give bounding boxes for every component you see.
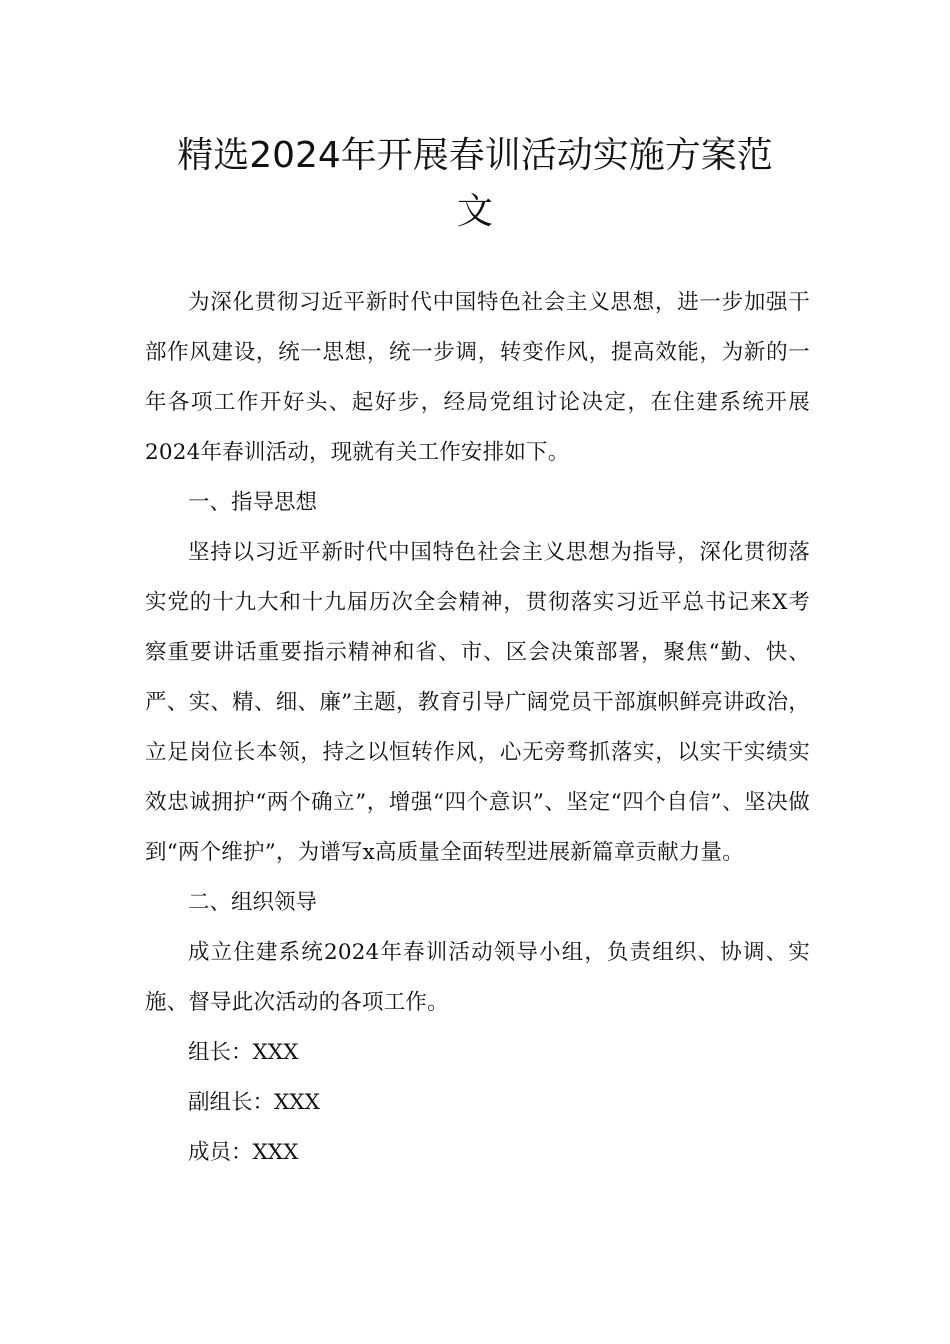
intro-paragraph: 为深化贯彻习近平新时代中国特色社会主义思想，进一步加强干部作风建设，统一思想，统一步调，转变作风，提高效能，为新的一年各项工作开好头、起好步，经局党组讨论决定，在住建系统开展2024年春训活动，现就有关工作安排如下。 bbox=[145, 290, 810, 465]
section-heading-organization: 二、组织领导 bbox=[188, 890, 318, 915]
title-line-1: 精选2024年开展春训活动实施方案范 bbox=[177, 135, 773, 176]
deputy-leader-line: 副组长：XXX bbox=[188, 1090, 320, 1115]
section-heading-guiding-ideology: 一、指导思想 bbox=[188, 490, 318, 515]
guiding-ideology-paragraph: 坚持以习近平新时代中国特色社会主义思想为指导，深化贯彻落实党的十九大和十九届历次全会精神，贯彻落实习近平总书记来X考察重要讲话重要指示精神和省、市、区会决策部署，聚焦“勤、快、严、实、精、细、廉”主题，教育引导广阔党员干部旗帜鲜亮讲政治，立足岗位长本领，持之以恒转作风，心无旁骛抓落实，以实干实绩实效忠诚拥护“两个确立”，增强“四个意识”、坚定“四个自信”、坚决做到“两个维护”，为谱写x高质量全面转型进展新篇章贡献力量。 bbox=[145, 540, 810, 865]
members-line: 成员：XXX bbox=[188, 1140, 299, 1165]
title-line-2: 文 bbox=[456, 191, 493, 232]
organization-paragraph: 成立住建系统2024年春训活动领导小组，负责组织、协调、实施、督导此次活动的各项工作。 bbox=[145, 940, 810, 1015]
document-body bbox=[145, 278, 810, 1178]
document-title bbox=[120, 128, 830, 240]
group-leader-line: 组长：XXX bbox=[188, 1040, 299, 1065]
